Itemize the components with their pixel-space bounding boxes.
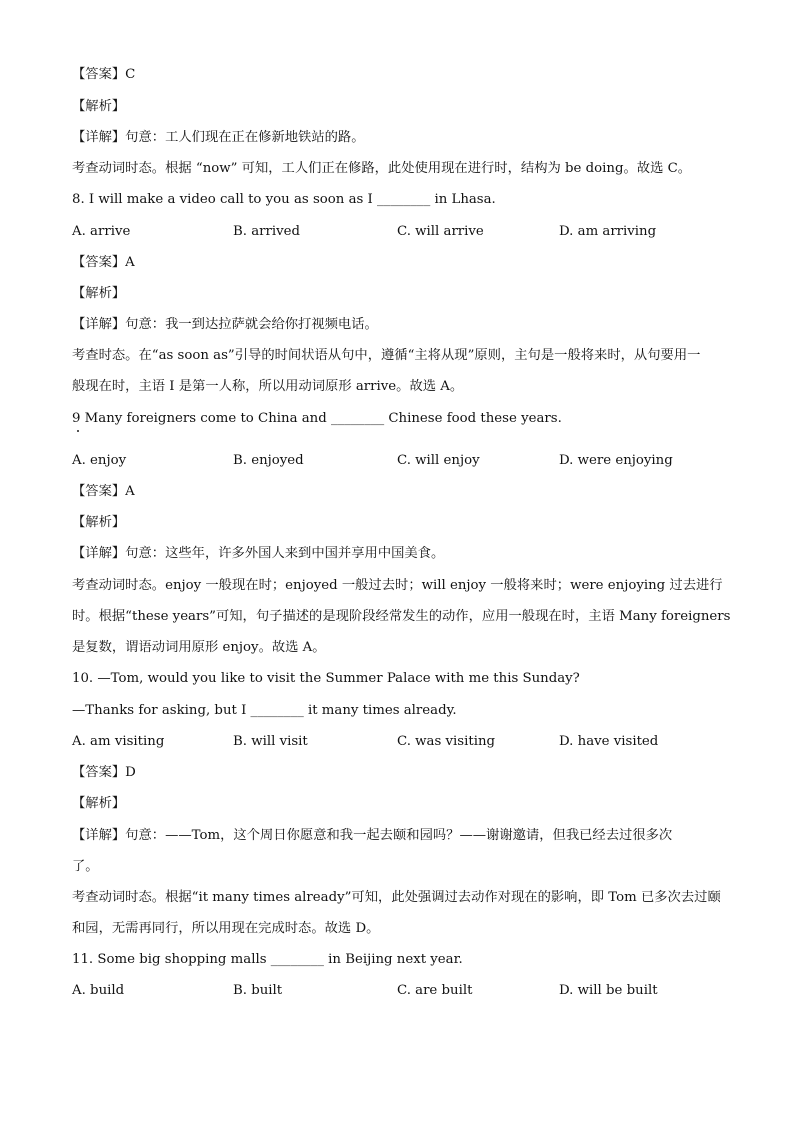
explanation-line: 时。根据“these years”可知，句子描述的是现阶段经常发生的动作，应用一般现在时，主语 Many foreigners <box>72 609 731 624</box>
stray-dot <box>77 430 79 432</box>
detail-line: 【详解】句意：工人们现在正在修新地铁站的路。 <box>72 130 365 145</box>
answer-line: 【答案】A <box>72 255 135 270</box>
detail-line: 【详解】句意：这些年，许多外国人来到中国并享用中国美食。 <box>72 546 445 561</box>
question-10: 10. —Tom, would you like to visit the Summer Palace with me this Sunday? <box>72 671 580 686</box>
options-row-10 <box>0 732 794 752</box>
option-b: B. enjoyed <box>233 453 304 468</box>
option-a: A. enjoy <box>72 453 127 468</box>
option-b: B. arrived <box>233 224 301 239</box>
question-11: 11. Some big shopping malls ________ in Beijing next year. <box>72 952 463 967</box>
detail-line: 【详解】句意：——Tom，这个周日你愿意和我一起去颐和园吗？——谢谢邀请，但我已经去过很多次 <box>72 828 673 843</box>
analysis-label: 【解析】 <box>72 99 126 114</box>
explanation-line: 考查动词时态。enjoy 一般现在时；enjoyed 一般过去时；will enjoy 一般将来时；were enjoying 过去进行 <box>72 578 723 593</box>
options-row-9 <box>0 451 794 471</box>
analysis-label: 【解析】 <box>72 796 126 811</box>
detail-line: 【详解】句意：我一到达拉萨就会给你打视频电话。 <box>72 317 378 332</box>
explanation-line: 和园，无需再同行，所以用现在完成时态。故选 D。 <box>72 921 380 936</box>
question-9: 9 Many foreigners come to China and ________ Chinese food these years. <box>72 411 562 426</box>
option-a: A. arrive <box>72 224 131 239</box>
option-d: D. will be built <box>559 983 658 998</box>
detail-line: 了。 <box>72 859 99 874</box>
option-c: C. was visiting <box>397 734 496 749</box>
options-row-8 <box>0 222 794 242</box>
option-c: C. will enjoy <box>397 453 480 468</box>
question-8: 8. I will make a video call to you as soon as I ________ in Lhasa. <box>72 192 496 207</box>
option-d: D. were enjoying <box>559 453 673 468</box>
analysis-label: 【解析】 <box>72 515 126 530</box>
option-b: B. will visit <box>233 734 308 749</box>
explanation-line: 考查动词时态。根据 “now” 可知，工人们正在修路，此处使用现在进行时，结构为 be doing。故选 C。 <box>72 161 692 176</box>
explanation-line: 是复数，谓语动词用原形 enjoy。故选 A。 <box>72 640 326 655</box>
answer-line: 【答案】A <box>72 484 135 499</box>
option-b: B. built <box>233 983 283 998</box>
option-d: D. have visited <box>559 734 659 749</box>
option-a: A. build <box>72 983 125 998</box>
explanation-line: 考查时态。在“as soon as”引导的时间状语从句中，遵循“主将从现”原则，主句是一般将来时，从句要用一 <box>72 348 701 363</box>
option-d: D. am arriving <box>559 224 657 239</box>
explanation-line: 般现在时，主语 I 是第一人称，所以用动词原形 arrive。故选 A。 <box>72 379 464 394</box>
options-row-11 <box>0 981 794 1001</box>
option-a: A. am visiting <box>72 734 165 749</box>
option-c: C. are built <box>397 983 473 998</box>
explanation-line: 考查动词时态。根据“it many times already”可知，此处强调过去动作对现在的影响，即 Tom 已多次去过颐 <box>72 890 721 905</box>
answer-line: 【答案】D <box>72 765 136 780</box>
option-c: C. will arrive <box>397 224 484 239</box>
analysis-label: 【解析】 <box>72 286 126 301</box>
question-10-reply: —Thanks for asking, but I ________ it many times already. <box>72 703 457 718</box>
answer-line: 【答案】C <box>72 67 136 82</box>
